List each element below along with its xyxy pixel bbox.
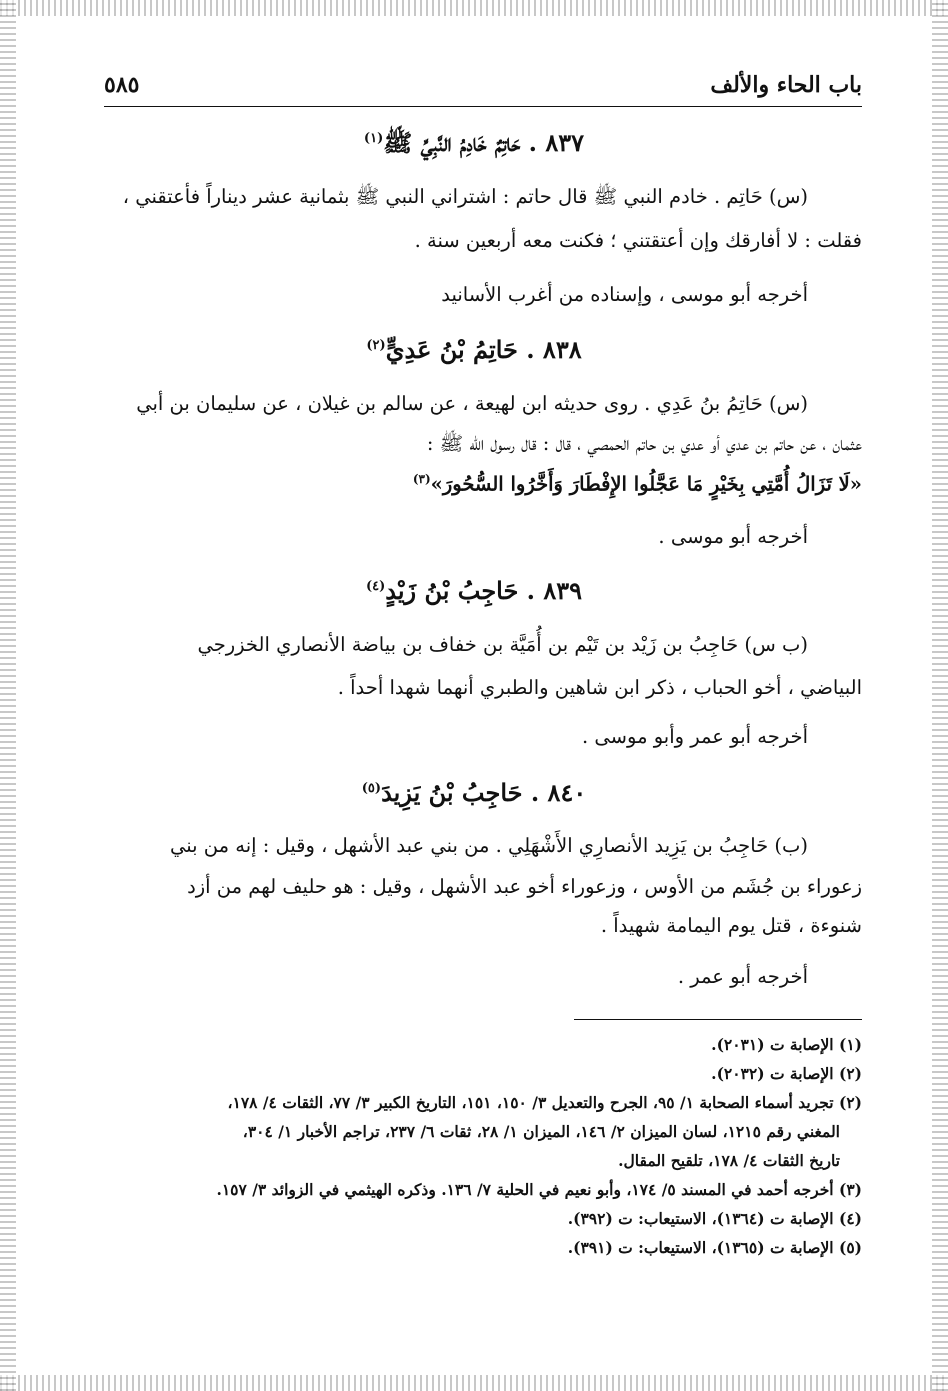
hadith-quote: «لَا تَزَالُ أُمَّتِي بِخَيْرٍ مَا عَجَّلُوا الإِفْطَارَ وَأَخَّرُوا السُّحُورَ» [430, 472, 862, 496]
footnote: (٢) تجريد أسماء الصحابة ١/ ٩٥، الجرح والتعديل ٣/ ١٥٠، ١٥١، التاريخ الكبير ٣/ ٧٧، الثقات ٤/ ١٧٨، [227, 1093, 862, 1112]
footnote-ref: (٢) [366, 338, 386, 353]
footnote-ref: (٥) [361, 781, 382, 796]
footnote-ref: (٤) [365, 579, 386, 594]
entry-source: أخرجه أبو موسى . [658, 525, 808, 548]
footnote-ref: (١) [363, 131, 384, 146]
footnote: (١) الإصابة ت (٢٠٣١). [711, 1035, 862, 1054]
footnote: (٢) الإصابة ت (٢٠٣٢). [711, 1064, 862, 1083]
entry-body-line: فقلت : لا أفارقك وإن أعتقتني ؛ فكنت معه أربعين سنة . [414, 229, 862, 252]
entry-heading [86, 335, 862, 364]
entry-body-line: (س) حَاتِم . خادم النبي ﷺ قال حاتم : اشتراني النبي ﷺ بثمانية عشر ديناراً فأعتقني ، [122, 185, 808, 208]
entry-body-line: زعوراء بن جُشَم من الأوس ، وزعوراء أخو عبد الأشهل ، وقيل : هو حليف لهم من أزد [187, 875, 862, 898]
entry-body-line: (ب س) حَاجِبُ بن زَيْد بن تَيْم بن أُمَيَّة بن خفاف بن بياضة الأنصاري الخزرجي [197, 633, 808, 656]
entry-title-text: ٨٣٧ . حَاتِمٌ خَادِمُ النَّبِيِّ ﷺ [383, 128, 585, 157]
entry-source: أخرجه أبو عمر . [677, 965, 808, 988]
entry-title-text: ٨٣٩ . حَاجِبُ بْنُ زَيْدٍ [385, 576, 583, 605]
footnote-rule [574, 1019, 862, 1020]
entry-body-line: (س) حَاتِمُ بنُ عَدِي . روى حديثه ابن لهيعة ، عن سالم بن غيلان ، عن سليمان بن أبي [136, 392, 808, 415]
footnote: (٥) الإصابة ت (١٣٦٥)، الاستيعاب: ت (٣٩١). [567, 1238, 862, 1257]
footnote-ref: (٣) [412, 472, 431, 486]
entry-heading [86, 576, 862, 605]
entry-heading [86, 778, 862, 807]
footnote-continuation [104, 1117, 862, 1146]
header-rule [104, 106, 862, 107]
hadith-text [413, 472, 862, 496]
entry-body-line: (ب) حَاجِبُ بن يَزِيد الأنصارِي الأَشْهَلِي . من بني عبد الأشهل ، وقيل : إنه من بني [170, 834, 808, 857]
entry-source: أخرجه أبو موسى ، وإسناده من أغرب الأسانيد [441, 283, 808, 306]
footnote-continuation-text: المغني رقم ١٢١٥، لسان الميزان ٢/ ١٤٦، الميزان ١/ ٢٨، ثقات ٦/ ٢٣٧، تراجم الأخبار ١/ ٣٠٤، [242, 1122, 840, 1141]
entry-body-line: عثمان ، عن حاتم بن عدي أو عدي بن حاتم الحمصي ، قال : قال رسول الله ﷺ : [426, 432, 862, 455]
entry-title-text: ٨٣٨ . حَاتِمُ بْنُ عَدِيٍّ [385, 335, 582, 364]
entry-body-line: شنوءة ، قتل يوم اليمامة شهيداً . [600, 914, 862, 937]
entry-source: أخرجه أبو عمر وأبو موسى . [582, 725, 808, 748]
footnotes [104, 1030, 862, 1262]
footnote: (٣) أخرجه أحمد في المسند ٥/ ١٧٤، وأبو نعيم في الحلية ٧/ ١٣٦. وذكره الهيثمي في الزوائد ٣/ ١٥٧. [216, 1180, 862, 1199]
footnote: (٤) الإصابة ت (١٣٦٤)، الاستيعاب: ت (٣٩٢). [567, 1209, 862, 1228]
running-header: باب الحاء والألف [710, 72, 862, 98]
entry-body-line: البياضي ، أخو الحباب ، ذكر ابن شاهين والطبري أنهما شهدا أحداً . [337, 676, 862, 699]
page-number: ٥٨٥ [104, 72, 140, 98]
footnote-continuation [104, 1146, 862, 1175]
footnote-continuation-text: تاريخ الثقات ٤/ ١٧٨، تلقيح المقال. [618, 1151, 840, 1170]
entry-title-text: ٨٤٠ . حَاجِبُ بْنُ يَزِيدَ [381, 778, 587, 807]
entry-heading [86, 128, 862, 163]
